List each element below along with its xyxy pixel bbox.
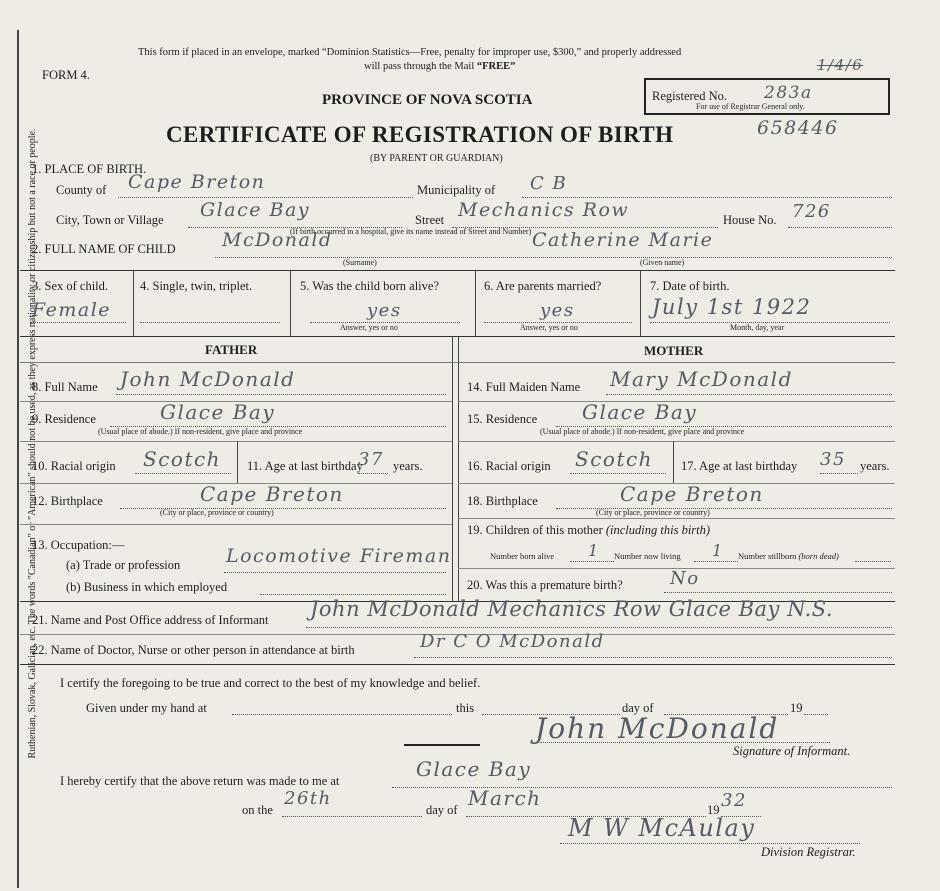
place-of-birth-label: 1. PLACE OF BIRTH.: [32, 162, 147, 176]
dob-note: Month, day, year: [730, 323, 785, 332]
return-day-of-label: day of: [426, 803, 458, 817]
municipality-value: C B: [530, 173, 568, 194]
notice-mail-text: will pass through the Mail: [364, 61, 475, 72]
certificate-subtitle: (BY PARENT OR GUARDIAN): [370, 153, 503, 164]
given-year-prefix: 19: [790, 701, 803, 715]
return-year-prefix: 19: [707, 803, 720, 817]
left-border: [17, 30, 19, 888]
now-living-value: 1: [712, 541, 724, 560]
return-text: I hereby certify that the above return was made to me at: [60, 774, 340, 788]
sex-label: 3. Sex of child.: [32, 279, 109, 293]
occupation-label: 13. Occupation:—: [32, 538, 125, 552]
alive-value: yes: [367, 300, 402, 321]
mother-birth-note: (City or place, province or country): [596, 508, 710, 517]
registrar-caption: Division Registrar.: [761, 845, 856, 859]
given-under-label: Given under my hand at: [86, 701, 207, 715]
married-note: Answer, yes or no: [520, 323, 578, 332]
registered-label: Registered No.: [652, 89, 727, 103]
mother-name-value: Mary McDonald: [610, 367, 793, 391]
sidebar-note: Ruthenian, Slovak, Galician, etc. The words "Canadian" or "American" should not be used, as they express nationality or citizenship but not a race or people.: [27, 128, 38, 759]
child-given-name: Catherine Marie: [532, 229, 714, 251]
city-label: City, Town or Village: [56, 213, 164, 227]
father-age-value: 37: [358, 449, 384, 470]
registrar-note: For use of Registrar General only.: [696, 102, 805, 111]
return-place: Glace Bay: [416, 757, 532, 781]
stillborn-label-text: Number stillborn: [738, 551, 797, 561]
mother-years: years.: [860, 459, 890, 473]
premature-label: 20. Was this a premature birth?: [467, 578, 623, 592]
trade-value: Locomotive Fireman: [226, 545, 452, 567]
child-name-label: 2. FULL NAME OF CHILD: [32, 242, 176, 256]
father-years: years.: [393, 459, 423, 473]
mother-racial-label: 16. Racial origin: [467, 459, 551, 473]
return-month: March: [468, 786, 542, 810]
province-heading: PROVINCE OF NOVA SCOTIA: [322, 92, 533, 108]
premature-value: No: [670, 568, 700, 589]
registration-box: [644, 78, 890, 115]
mother-age-label: 17. Age at last birthday: [681, 459, 798, 473]
county-value: Cape Breton: [128, 171, 266, 193]
father-age-label: 11. Age at last birthday: [247, 459, 363, 473]
father-racial-value: Scotch: [143, 447, 222, 471]
father-abode-note: (Usual place of abode.) If non-resident, give place and province: [98, 427, 303, 436]
notice-line-2: [364, 61, 515, 72]
now-living-label: Number now living: [614, 551, 681, 561]
father-birthplace-value: Cape Breton: [200, 482, 344, 506]
father-birth-note: (City or place, province or country): [160, 508, 274, 517]
children-label-note: (including this birth): [605, 523, 711, 537]
informant-label: 21. Name and Post Office address of Informant: [32, 613, 269, 627]
alive-note: Answer, yes or no: [340, 323, 398, 332]
father-name-label: 8. Full Name: [32, 380, 98, 394]
mother-birthplace-value: Cape Breton: [620, 482, 764, 506]
signature-caption: Signature of Informant.: [733, 744, 851, 758]
surname-note: (Surname): [343, 258, 377, 267]
stillborn-label: [738, 551, 839, 561]
mother-racial-value: Scotch: [575, 447, 654, 471]
street-value: Mechanics Row: [458, 199, 630, 221]
street-label: Street: [415, 213, 445, 227]
hospital-note: (If birth occurred in a hospital, give its name instead of Street and Number): [290, 227, 532, 236]
doctor-label: 22. Name of Doctor, Nurse or other person in attendance at birth: [32, 643, 355, 657]
doctor-value: Dr C O McDonald: [420, 631, 605, 652]
mother-residence-label: 15. Residence: [467, 412, 538, 426]
return-day: 26th: [284, 788, 332, 809]
free-label: “FREE”: [476, 61, 516, 72]
married-value: yes: [540, 300, 575, 321]
registered-number: 283a: [764, 83, 813, 103]
this-label: this: [456, 701, 475, 715]
informant-value: John McDonald Mechanics Row Glace Bay N.S.: [310, 597, 834, 621]
given-day-of-label: day of: [622, 701, 654, 715]
informant-signature: John McDonald: [535, 712, 780, 745]
children-label: [467, 523, 710, 538]
mother-residence-value: Glace Bay: [582, 400, 698, 424]
mother-heading: MOTHER: [644, 343, 704, 358]
born-alive-value: 1: [588, 541, 600, 560]
children-label-text: 19. Children of this mother: [467, 523, 603, 537]
father-residence-value: Glace Bay: [160, 400, 276, 424]
house-value: 726: [792, 201, 831, 222]
given-name-note: (Given name): [640, 258, 685, 267]
mother-birthplace-label: 18. Birthplace: [467, 494, 538, 508]
form-number: FORM 4.: [42, 68, 90, 82]
certify-text: I certify the foregoing to be true and correct to the best of my knowledge and belief.: [60, 676, 481, 690]
city-value: Glace Bay: [200, 199, 311, 221]
sex-value: Female: [32, 299, 112, 321]
father-birthplace-label: 12. Birthplace: [32, 494, 103, 508]
house-label: House No.: [723, 213, 777, 227]
return-year: 32: [721, 790, 747, 811]
struck-number: 1/4/6: [817, 56, 864, 74]
certificate-title: CERTIFICATE OF REGISTRATION OF BIRTH: [166, 122, 674, 147]
business-label: (b) Business in which employed: [66, 580, 228, 594]
mother-abode-note: (Usual place of abode.) If non-resident, give place and province: [540, 427, 745, 436]
trade-label: (a) Trade or profession: [66, 558, 181, 572]
dob-value: July 1st 1922: [652, 295, 812, 319]
stamp-number: 658446: [757, 117, 839, 139]
born-alive-label: Number born alive: [490, 551, 555, 561]
dob-label: 7. Date of birth.: [650, 279, 730, 293]
single-label: 4. Single, twin, triplet.: [140, 279, 253, 293]
notice-line-1: This form if placed in an envelope, marked “Dominion Statistics—Free, penalty for improper use, $300,” and properly addressed: [138, 47, 682, 58]
mother-name-label: 14. Full Maiden Name: [467, 380, 581, 394]
father-residence-label: 9. Residence: [32, 412, 96, 426]
municipality-label: Municipality of: [417, 183, 496, 197]
registrar-signature: M W McAulay: [568, 814, 756, 842]
county-label: County of: [56, 183, 107, 197]
child-surname: McDonald: [222, 229, 333, 251]
father-heading: FATHER: [205, 342, 258, 357]
mother-age-value: 35: [820, 449, 846, 470]
on-the-label: on the: [242, 803, 273, 817]
father-racial-label: 10. Racial origin: [32, 459, 116, 473]
father-name-value: John McDonald: [120, 367, 296, 391]
married-label: 6. Are parents married?: [484, 279, 602, 293]
stillborn-note: (born dead): [798, 551, 839, 561]
alive-label: 5. Was the child born alive?: [300, 279, 440, 293]
